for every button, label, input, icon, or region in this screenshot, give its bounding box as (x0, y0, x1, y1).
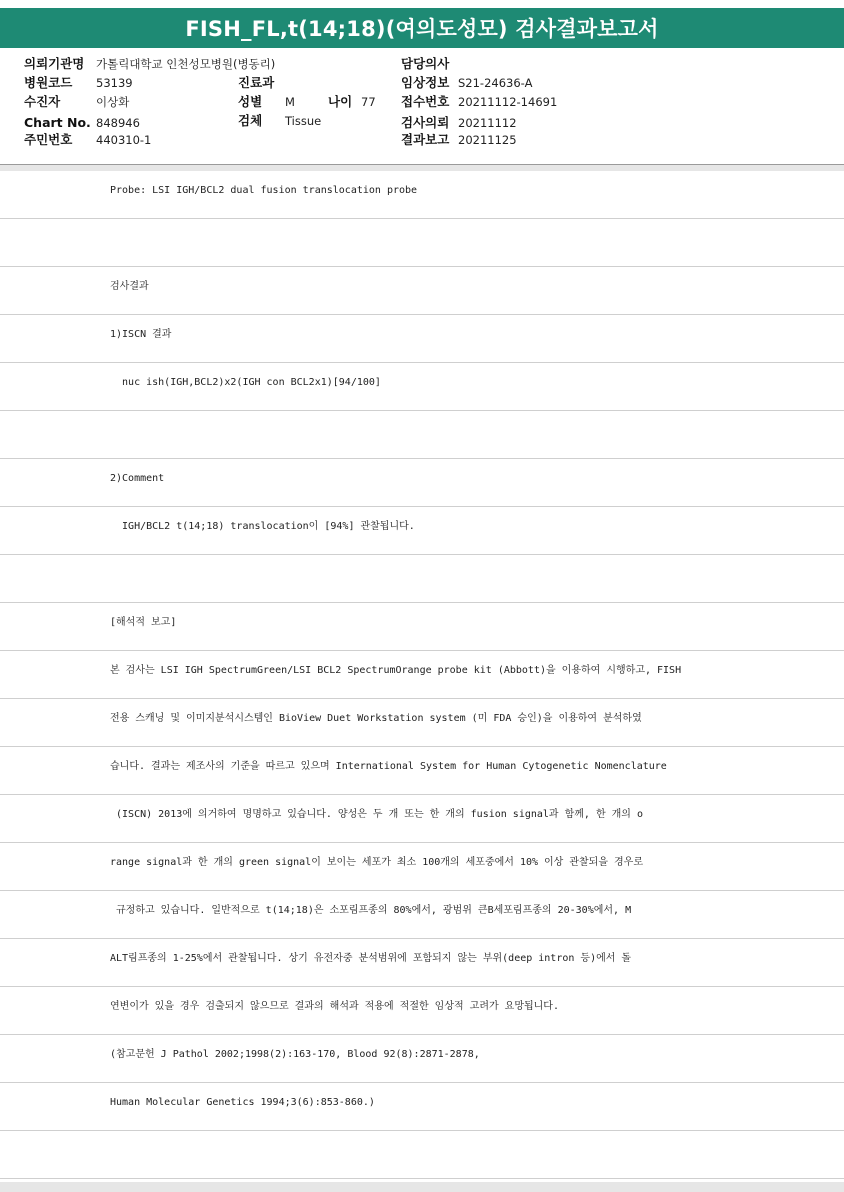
result-line-text: ALT림프종의 1-25%에서 관찰됩니다. 상기 유전자중 분석범위에 포함되지 않는 부위(deep intron 등)에서 돌 (110, 953, 632, 964)
result-line (0, 987, 844, 1035)
report-title: FISH_FL,t(14;18)(여의도성모) 검사결과보고서 (0, 8, 844, 48)
institution-label: 의뢰기관명 (24, 56, 85, 71)
sex-label: 성별 (238, 94, 263, 109)
result-line-text: Probe: LSI IGH/BCL2 dual fusion translocation probe (110, 185, 418, 196)
institution-field (24, 56, 84, 72)
specimen-value: Tissue (285, 114, 322, 128)
clinical-info-value: S21-24636-A (458, 76, 533, 90)
result-line-text: (ISCN) 2013에 의거하여 명명하고 있습니다. 양성은 두 개 또는 한 개의 fusion signal과 함께, 한 개의 o (110, 809, 644, 820)
result-line (0, 1083, 844, 1131)
result-line (0, 939, 844, 987)
result-line (0, 603, 844, 651)
result-line-text: Human Molecular Genetics 1994;3(6):853-860.) (110, 1097, 375, 1108)
resident-no-value: 440310-1 (96, 133, 152, 147)
hospital-code-value: 53139 (96, 76, 133, 90)
chart-no-label: Chart No. (24, 115, 91, 130)
result-line-text: nuc ish(IGH,BCL2)x2(IGH con BCL2x1)[94/100] (110, 377, 381, 388)
sex-value: M (285, 95, 295, 109)
department-label: 진료과 (238, 75, 275, 90)
result-line (0, 411, 844, 459)
institution-value: 가톨릭대학교 인천성모병원(병동리) (96, 57, 276, 71)
result-line-text: 검사결과 (110, 281, 149, 292)
hospital-code-label: 병원코드 (24, 75, 73, 90)
result-line-text: 2)Comment (110, 473, 165, 484)
result-line (0, 507, 844, 555)
result-line (0, 1035, 844, 1083)
specimen-label: 검체 (238, 113, 263, 128)
result-line (0, 891, 844, 939)
examinee-label: 수진자 (24, 94, 61, 109)
result-line (0, 171, 844, 219)
result-line (0, 747, 844, 795)
result-line-text: IGH/BCL2 t(14;18) translocation이 [94%] 관찰됩니다. (110, 521, 415, 532)
result-line-text: 전용 스캐닝 및 이미지분석시스템인 BioView Duet Workstation system (미 FDA 승인)을 이용하여 분석하였 (110, 713, 642, 724)
result-line (0, 795, 844, 843)
result-line (0, 267, 844, 315)
age-label: 나이 (328, 94, 353, 109)
result-line-text: range signal과 한 개의 green signal이 보이는 세포가 최소 100개의 세포중에서 10% 이상 관찰되을 경우로 (110, 857, 644, 868)
result-line (0, 651, 844, 699)
page-bottom-strip (0, 1182, 844, 1192)
result-line (0, 843, 844, 891)
report-date-label: 결과보고 (401, 132, 450, 147)
result-line (0, 315, 844, 363)
result-line-text: 본 검사는 LSI IGH SpectrumGreen/LSI BCL2 SpectrumOrange probe kit (Abbott)을 이용하여 시행하고, FISH (110, 665, 682, 676)
request-date-label: 검사의뢰 (401, 115, 450, 130)
age-value: 77 (361, 95, 376, 109)
result-line (0, 1131, 844, 1179)
result-line-text: (참고문헌 J Pathol 2002;1998(2):163-170, Blood 92(8):2871-2878, (110, 1049, 480, 1060)
request-date-value: 20211112 (458, 116, 517, 130)
result-line (0, 219, 844, 267)
receipt-no-value: 20211112-14691 (458, 95, 558, 109)
result-line (0, 699, 844, 747)
result-line-text: 습니다. 결과는 제조사의 기준을 따르고 있으며 International System for Human Cytogenetic Nomenclature (110, 761, 667, 772)
resident-no-label: 주민번호 (24, 132, 73, 147)
result-lines (0, 171, 844, 1179)
result-line (0, 363, 844, 411)
physician-label: 담당의사 (401, 56, 450, 71)
receipt-no-label: 접수번호 (401, 94, 450, 109)
patient-info-panel (0, 48, 844, 165)
result-line-text: 연변이가 있을 경우 검출되지 않으므로 결과의 해석과 적용에 적절한 임상적 고려가 요망됩니다. (110, 1001, 559, 1012)
result-line-text: [해석적 보고] (110, 617, 177, 628)
chart-no-value: 848946 (96, 116, 140, 130)
result-line-text: 규정하고 있습니다. 일반적으로 t(14;18)은 소포림프종의 80%에서, 광범위 큰B세포림프종의 20-30%에서, M (110, 905, 632, 916)
clinical-info-label: 임상정보 (401, 75, 450, 90)
result-line (0, 459, 844, 507)
result-line (0, 555, 844, 603)
result-line-text: 1)ISCN 결과 (110, 329, 172, 340)
report-date-value: 20211125 (458, 133, 517, 147)
examinee-value: 이상화 (96, 95, 130, 109)
